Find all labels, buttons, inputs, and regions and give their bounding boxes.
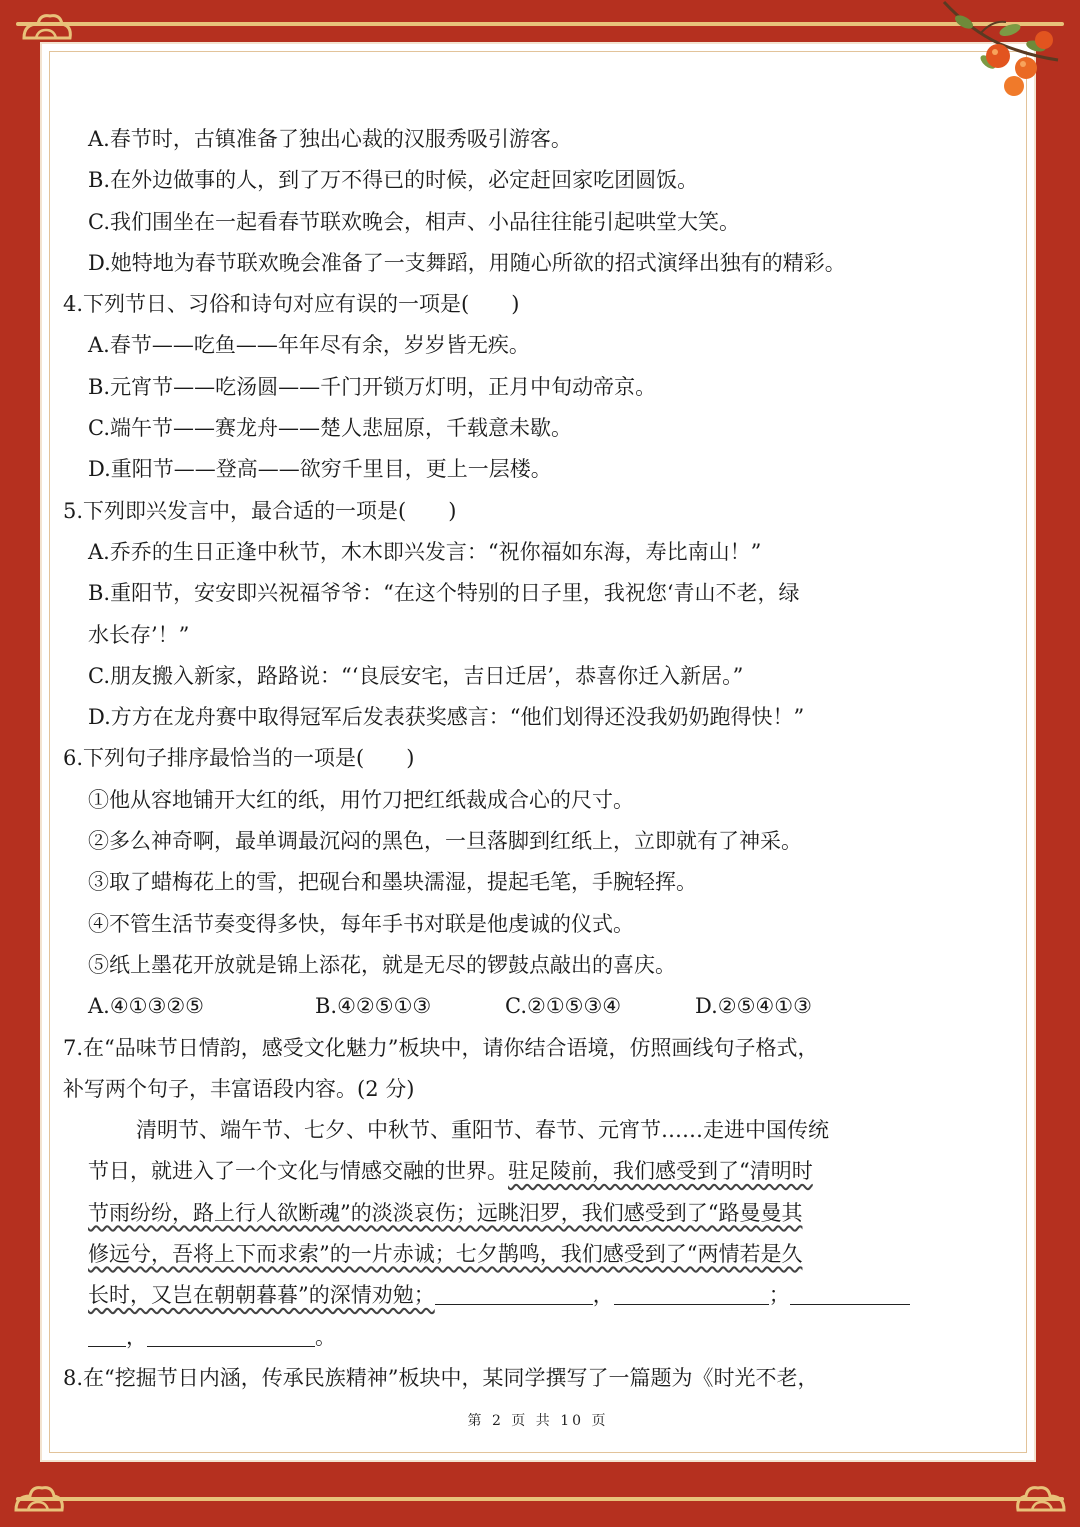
q4-option-d: D.重阳节——登高——欲穷千里目，更上一层楼。 (88, 457, 552, 482)
persimmon-branch-icon (940, 0, 1060, 110)
q6-sentence-1: ①他从容地铺开大红的纸，用竹刀把红纸裁成合心的尺寸。 (88, 787, 634, 812)
frame-bottom-gold-line (16, 1497, 1064, 1501)
answer-blank[interactable] (88, 1324, 126, 1347)
q3-option-a: A.春节时，古镇准备了独出心裁的汉服秀吸引游客。 (88, 127, 572, 151)
q6-stem: 6.下列句子排序最恰当的一项是( ) (63, 746, 415, 771)
q7-comma: ， (126, 1324, 147, 1349)
q3-option-c: C.我们围坐在一起看春节联欢晚会，相声、小品往往能引起哄堂大笑。 (88, 209, 740, 234)
q6-sentence-5: ⑤纸上墨花开放就是锦上添花，就是无尽的锣鼓点敲出的喜庆。 (88, 952, 676, 977)
q3-option-d: D.她特地为春节联欢晚会准备了一支舞蹈，用随心所欲的招式演绎出独有的精彩。 (88, 250, 846, 275)
q4-option-b: B.元宵节——吃汤圆——千门开锁万灯明，正月中旬动帝京。 (88, 374, 657, 399)
q7-comma: ， (592, 1283, 614, 1308)
q7-stem-cont: 补写两个句子，丰富语段内容。(2 分) (63, 1076, 415, 1101)
q5-option-b-cont: 水长存’！” (88, 622, 190, 647)
q7-passage-line-4 (63, 1234, 939, 1275)
q3-option-b: B.在外边做事的人，到了万不得已的时候，必定赶回家吃团圆饭。 (88, 168, 699, 193)
q6-sentence-3: ③取了蜡梅花上的雪，把砚台和墨块濡湿，提起毛笔，手腕轻挥。 (88, 870, 697, 895)
q6-sentence-4: ④不管生活节奏变得多快，每年手书对联是他虔诚的仪式。 (88, 911, 634, 936)
cloud-ornament-icon (1014, 1480, 1070, 1520)
q4-option-c: C.端午节——赛龙舟——楚人悲屈原，千载意未歇。 (88, 416, 572, 441)
q7-passage-line-5 (63, 1275, 939, 1316)
q4-option-a: A.春节——吃鱼——年年尽有余，岁岁皆无疾。 (88, 333, 530, 358)
q7-underlined-sentence: 修远兮，吾将上下而求索”的一片赤诚；七夕鹊鸣，我们感受到了“两情若是久 (88, 1242, 803, 1267)
q6-option-d: D.②⑤④①③ (695, 994, 812, 1019)
q5-option-d: D.方方在龙舟赛中取得冠军后发表获奖感言：“他们划得还没我奶奶跑得快！” (88, 705, 805, 730)
answer-blank[interactable] (790, 1282, 910, 1305)
cloud-ornament-icon (10, 1480, 66, 1520)
q5-option-b: B.重阳节，安安即兴祝福爷爷：“在这个特别的日子里，我祝您‘青山不老，绿 (88, 581, 800, 606)
q4-stem: 4.下列节日、习俗和诗句对应有误的一项是( ) (63, 292, 520, 317)
q7-passage-line-3 (63, 1193, 939, 1234)
q7-stem: 7.在“品味节日情韵，感受文化魅力”板块中，请你结合语境，仿照画线句子格式， (63, 1035, 819, 1060)
q5-option-a: A.乔乔的生日正逢中秋节，木木即兴发言：“祝你福如东海，寿比南山！” (88, 539, 762, 564)
q8-stem: 8.在“挖掘节日内涵，传承民族精神”板块中，某同学撰写了一篇题为《时光不老， (63, 1365, 819, 1390)
q6-option-a: A.④①③②⑤ (88, 994, 204, 1019)
q7-passage-line-2 (63, 1151, 939, 1192)
q7-semicolon: ； (768, 1283, 790, 1308)
q7-underlined-sentence: 驻足陵前，我们感受到了“清明时 (508, 1159, 813, 1184)
q7-passage-plain: 节日，就进入了一个文化与情感交融的世界。 (88, 1159, 508, 1184)
frame-top-gold-line (16, 22, 1064, 26)
q6-options (63, 986, 939, 1027)
answer-blank[interactable] (614, 1282, 769, 1305)
q5-stem: 5.下列即兴发言中，最合适的一项是( ) (63, 498, 457, 523)
q7-passage-line-1: 清明节、端午节、七夕、中秋节、重阳节、春节、元宵节……走进中国传统 (136, 1118, 829, 1143)
answer-blank[interactable] (435, 1282, 593, 1305)
q7-underlined-sentence: 长时，又岂在朝朝暮暮”的深情劝勉； (88, 1283, 435, 1308)
exam-content (63, 119, 939, 1399)
q7-underlined-sentence: 节雨纷纷，路上行人欲断魂”的淡淡哀伤；远眺汨罗，我们感受到了“路曼曼其 (88, 1200, 803, 1225)
q7-period: 。 (315, 1324, 336, 1349)
q7-passage-line-6 (63, 1317, 939, 1358)
q6-option-c: C.②①⑤③④ (505, 994, 622, 1019)
answer-blank[interactable] (147, 1324, 315, 1347)
page-footer: 第 2 页 共 10 页 (467, 1413, 609, 1429)
q6-option-b: B.④②⑤①③ (315, 994, 432, 1019)
q6-sentence-2: ②多么神奇啊，最单调最沉闷的黑色，一旦落脚到红纸上，立即就有了神采。 (88, 829, 802, 854)
q5-option-c: C.朋友搬入新家，路路说：“‘良辰安宅，吉日迁居’，恭喜你迁入新居。” (88, 663, 744, 688)
